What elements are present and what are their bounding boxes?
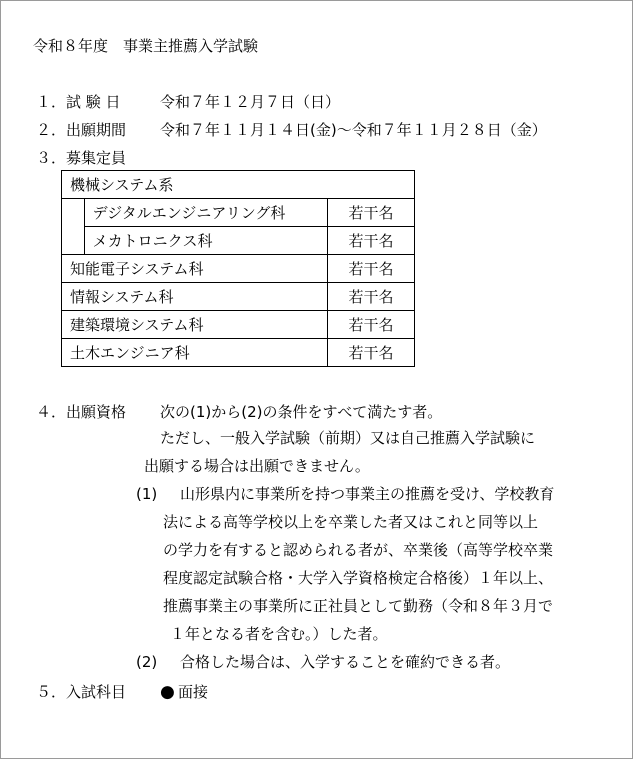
- section1-value: 令和７年１２月７日（日）: [160, 93, 341, 111]
- dept-count-cell: 若干名: [328, 339, 415, 367]
- section4-note-line: ただし、一般入学試験（前期）又は自己推薦入学試験に: [160, 429, 536, 447]
- section3-label: ３．募集定員: [36, 149, 127, 167]
- condition1-line: 推薦事業主の事業所に正社員として勤務（令和８年３月で: [163, 597, 554, 615]
- dept-count-cell: 若干名: [328, 311, 415, 339]
- table-row: [62, 171, 415, 199]
- section4-note-line: 出願する場合は出願できません。: [144, 457, 370, 475]
- group-name-cell: 機械システム系: [62, 171, 415, 199]
- dept-name-cell: 情報システム科: [62, 283, 328, 311]
- dept-name-cell: 知能電子システム科: [62, 255, 328, 283]
- table-row: [62, 227, 415, 255]
- section4-intro: 次の(1)から(2)の条件をすべて満たす者。: [160, 403, 443, 421]
- dept-count-cell: 若干名: [328, 283, 415, 311]
- section2-label: ２．出願期間: [36, 121, 127, 139]
- condition1-line: 程度認定試験合格・大学入学資格検定合格後）１年以上、: [163, 569, 554, 587]
- condition1-marker: (1): [136, 485, 158, 503]
- condition2-marker: (2): [136, 653, 158, 671]
- condition1-line: 法による高等学校以上を卒業した者又はこれと同等以上: [163, 513, 539, 531]
- dept-name-cell: 土木エンジニア科: [62, 339, 328, 367]
- dept-name-cell: メカトロニクス科: [84, 227, 327, 255]
- table-row: [62, 283, 415, 311]
- section5-value: 面接: [178, 683, 209, 701]
- condition1-line: １年となる者を含む。）した者。: [170, 625, 388, 643]
- section1-label: １．試 験 日: [36, 93, 121, 111]
- bullet-icon: ●: [160, 682, 175, 702]
- dept-count-cell: 若干名: [328, 227, 415, 255]
- condition2-text: 合格した場合は、入学することを確約できる者。: [180, 653, 511, 671]
- table-row: [62, 311, 415, 339]
- dept-name-cell: デジタルエンジニアリング科: [84, 199, 327, 227]
- section4-label: ４．出願資格: [36, 403, 127, 421]
- condition1-line: の学力を有すると認められる者が、卒業後（高等学校卒業: [163, 541, 554, 559]
- condition1-line: 山形県内に事業所を持つ事業主の推薦を受け、学校教育: [180, 485, 555, 503]
- section2-value: 令和７年１１月１４日(金)〜令和７年１１月２８日（金）: [160, 121, 547, 139]
- table-row: [62, 339, 415, 367]
- table-row: [62, 255, 415, 283]
- table-row: [62, 199, 415, 227]
- dept-name-cell: 建築環境システム科: [62, 311, 328, 339]
- dept-count-cell: 若干名: [328, 255, 415, 283]
- dept-count-cell: 若干名: [328, 199, 415, 227]
- recruitment-table: [61, 170, 415, 367]
- section5-label: ５．入試科目: [36, 683, 127, 701]
- group-indent-cell: [62, 199, 85, 255]
- doc-title: 令和８年度 事業主推薦入学試験: [33, 37, 259, 55]
